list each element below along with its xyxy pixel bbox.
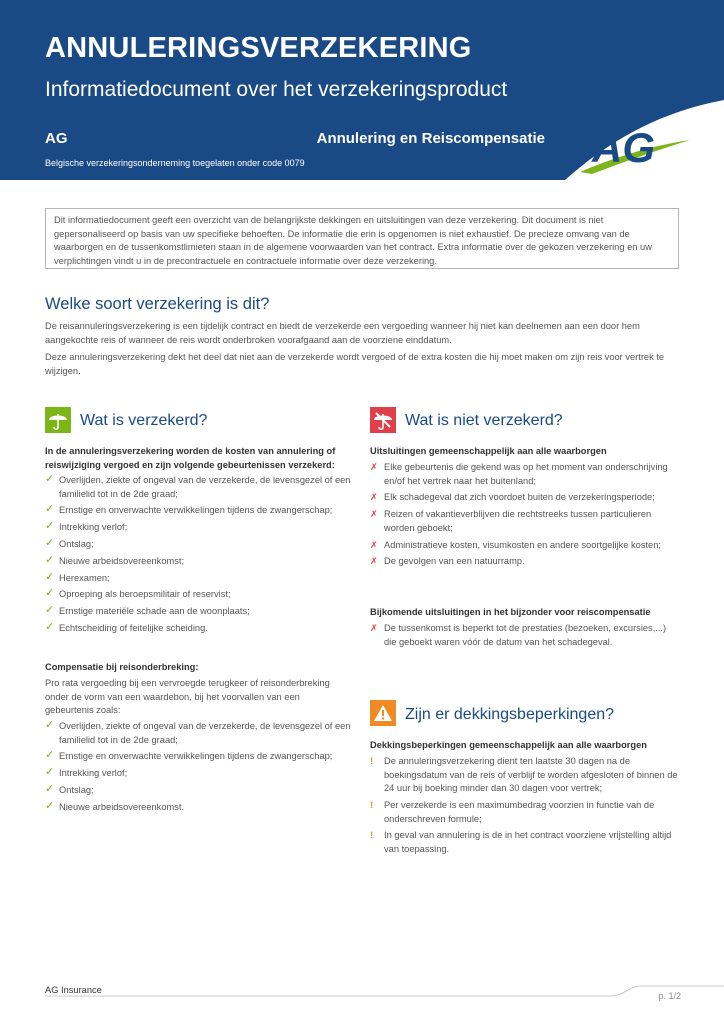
insured-intro: In de annuleringsverzekering worden de kosten van annulering of reiswijziging vergoed en zijn volgende gebeurtenissen verzekerd: [45, 446, 336, 470]
list-item [370, 491, 680, 505]
insured-list [45, 474, 355, 639]
list-item-text: Elke gebeurtenis die gekend was op het moment van onderschrijving en/of het vertrek naar het buitenland; [384, 462, 668, 486]
list-item-text: Intrekking verlof; [59, 768, 128, 779]
list-item [45, 784, 355, 798]
check-icon: ✓ [45, 503, 55, 516]
limits-subheading: Dekkingsbeperkingen gemeenschappelijk aan alle waarborgen [370, 740, 647, 750]
compensation-text: Pro rata vergoeding bij een vervroegde terugkeer of reisonderbreking onder de vorm van een waardebon, bij het voorvallen van een gebeurtenis zoals: [45, 678, 330, 716]
check-icon: ✓ [45, 799, 55, 812]
cross-icon: ✗ [370, 539, 378, 550]
list-item [45, 474, 355, 501]
page-number: p. 1/2 [658, 991, 681, 1001]
list-item-text: De gevolgen van een natuurramp. [384, 556, 525, 567]
list-item-text: Elk schadegeval dat zich voordoet buiten de verzekeringsperiode; [384, 492, 655, 503]
list-item [45, 504, 355, 518]
check-icon: ✓ [45, 570, 55, 583]
list-item [45, 521, 355, 535]
list-item-text: De annuleringsverzekering dient ten laatste 30 dagen na de boekingsdatum van de reis of verblijf te worden afgesloten of binnen de 24 uur bij boeking minder dan 30 dagen voor vertrek; [384, 756, 678, 794]
specific-exclusions-heading: Bijkomende uitsluitingen in het bijzonder voor reiscompensatie [370, 607, 651, 617]
check-icon: ✓ [45, 473, 55, 485]
list-item-text: Oproeping als beroepsmilitair of reservist; [59, 589, 231, 600]
type-paragraph-1: De reisannuleringsverzekering is een tijdelijk contract en biedt de verzekerde een vergoeding wanneer hij niet kan deelnemen aan een door hem aangekochte reis of wanneer de reis wordt onderbroken voorafgaand aan de voorziene einddatum. [45, 321, 640, 345]
registration-note: Belgische verzekeringsonderneming toegelaten onder code 0079 [45, 158, 305, 168]
intro-notice: Dit informatiedocument geeft een overzicht van de belangrijkste dekkingen en uitsluitingen van deze verzekering. Dit document is niet gepersonaliseerd op basis van uw specifieke behoeften. De informatie die erin is opgenomen is niet exhaustief. De precieze omvang van de waarborgen en de tussenkomstlimieten staan in de algemene voorwaarden van het contract. Extra informatie over de gekozen verzekering en uw verplichtingen vindt u in de precontractuele en contractuele informatie over deze verzekering. [45, 208, 679, 269]
insured-heading: Wat is verzekerd? [80, 412, 208, 429]
list-item-text: Ontslag; [59, 538, 94, 549]
list-item [370, 829, 680, 856]
list-item [370, 799, 680, 826]
header-banner [0, 0, 724, 180]
list-item [370, 461, 680, 488]
check-icon: ✓ [45, 620, 55, 633]
general-exclusions-list [370, 461, 680, 572]
cross-icon: ✗ [370, 623, 378, 633]
umbrella-crossed-icon [370, 407, 396, 433]
list-item [45, 572, 355, 586]
list-item-text: Administratieve kosten, visumkosten en andere soortgelijke kosten; [384, 539, 661, 550]
limits-heading: Zijn er dekkingsbeperkingen? [405, 706, 615, 723]
document-title: ANNULERINGSVERZEKERING [45, 32, 472, 64]
list-item [45, 588, 355, 602]
list-item-text: Intrekking verlof; [59, 522, 128, 533]
list-item [45, 720, 355, 747]
list-item-text: Nieuwe arbeidsovereenkomst. [59, 801, 185, 812]
footer-divider [0, 980, 724, 1010]
compensation-list [45, 720, 355, 818]
list-item-text: Ernstige en onverwachte verwikkelingen tijdens de zwangerschap; [59, 505, 333, 516]
company-name: AG [45, 130, 68, 147]
warning-icon [370, 700, 396, 726]
list-item-text: De tussenkomst is beperkt tot de prestaties (bezoeken, excursies,...) die geboekt waren vóór de datum van het schadegeval. [384, 623, 667, 647]
type-paragraph-2: Deze annuleringsverzekering dekt het deel dat niet aan de verzekerde wordt vergoed of de extra kosten die hij moet maken om zijn reis voor vertrek te wijzigen. [45, 352, 665, 376]
compensation-heading: Compensatie bij reisonderbreking: [45, 662, 199, 672]
list-item-text: Overlijden, ziekte of ongeval van de verzekerde, de levensgezel of een familielid tot in de 2de graad; [59, 721, 351, 745]
specific-exclusions-list [370, 622, 670, 652]
list-item-text: Ernstige materiële schade aan de woonplaats; [59, 606, 250, 617]
list-item [45, 750, 355, 764]
check-icon: ✓ [45, 782, 55, 795]
list-item-text: In geval van annulering is de in het contract voorziene vrijstelling altijd van toepassing. [384, 830, 672, 854]
list-item [45, 801, 355, 815]
list-item [45, 538, 355, 552]
exclamation-icon: ! [370, 799, 374, 810]
check-icon: ✓ [45, 749, 55, 762]
list-item-text: Nieuwe arbeidsovereenkomst; [59, 555, 185, 566]
cross-icon: ✗ [370, 462, 378, 472]
check-icon: ✓ [45, 520, 55, 533]
list-item-text: Herexamen; [59, 572, 110, 583]
cross-icon: ✗ [370, 556, 378, 567]
check-icon: ✓ [45, 604, 55, 617]
list-item [45, 622, 355, 636]
list-item-text: Ernstige en onverwachte verwikkelingen tijdens de zwangerschap; [59, 751, 333, 762]
check-icon: ✓ [45, 536, 55, 549]
list-item [370, 555, 680, 569]
list-item [370, 539, 680, 553]
exclamation-icon: ! [370, 756, 374, 766]
footer-company: AG Insurance [45, 985, 102, 995]
check-icon: ✓ [45, 587, 55, 600]
product-name: Annulering en Reiscompensatie [316, 130, 545, 147]
document-subtitle: Informatiedocument over het verzekeringsproduct [45, 78, 508, 101]
list-item [370, 622, 670, 649]
list-item-text: Reizen of vakantieverblijven die rechtstreeks tussen particulieren worden geboekt; [384, 509, 652, 533]
list-item [45, 767, 355, 781]
limits-list [370, 755, 680, 860]
list-item [45, 605, 355, 619]
check-icon: ✓ [45, 553, 55, 566]
list-item [370, 755, 680, 796]
exclamation-icon: ! [370, 830, 374, 841]
type-heading: Welke soort verzekering is dit? [45, 295, 270, 313]
general-exclusions-heading: Uitsluitingen gemeenschappelijk aan alle waarborgen [370, 446, 607, 456]
umbrella-icon [45, 407, 71, 433]
cross-icon: ✗ [370, 492, 378, 503]
check-icon: ✓ [45, 766, 55, 779]
list-item-text: Overlijden, ziekte of ongeval van de verzekerde, de levensgezel of een familielid tot in de 2de graad; [59, 475, 351, 499]
list-item-text: Echtscheiding of feitelijke scheiding. [59, 622, 208, 633]
list-item [45, 555, 355, 569]
list-item-text: Ontslag; [59, 784, 94, 795]
check-icon: ✓ [45, 719, 55, 731]
logo-lettering: AG [592, 124, 655, 171]
ag-logo [578, 120, 696, 175]
list-item [370, 508, 680, 535]
not-insured-heading: Wat is niet verzekerd? [405, 412, 563, 429]
cross-icon: ✗ [370, 509, 378, 520]
list-item-text: Per verzekerde is een maximumbedrag voorzien in functie van de onderschreven formule; [384, 799, 655, 824]
